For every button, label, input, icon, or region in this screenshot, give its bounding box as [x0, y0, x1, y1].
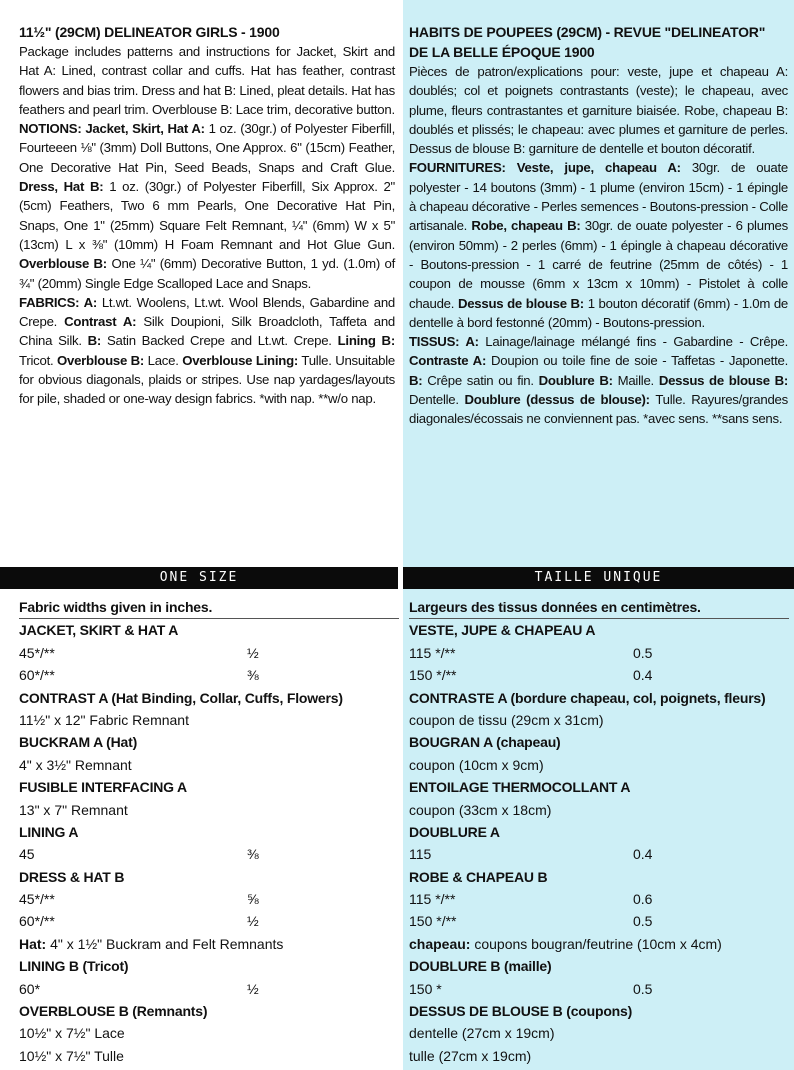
tissus-doublure-dessus-text: Tulle. Rayures/grandes diagonales/écossais ne conviennent pas. *avec sens. **sans sens.	[409, 392, 788, 427]
row-text: coupon (10cm x 9cm)	[409, 756, 544, 773]
row-text: 11½" x 12" Fabric Remnant	[19, 711, 189, 728]
english-yardage-table	[19, 596, 399, 1067]
table-row	[409, 843, 789, 865]
table-row	[19, 754, 399, 776]
notions-label: NOTIONS:	[19, 121, 82, 137]
table-row	[409, 1045, 789, 1067]
row-text: 45*/**	[19, 891, 55, 908]
notions-overblouse-label: Overblouse B:	[19, 256, 107, 272]
table-section-heading	[409, 776, 789, 798]
table-row	[19, 1045, 399, 1067]
row-text: coupon (33cm x 18cm)	[409, 801, 552, 818]
table-row	[19, 664, 399, 686]
row-text: 150 *	[409, 980, 442, 997]
table-section-heading	[409, 821, 789, 843]
table-section-heading	[19, 618, 399, 641]
row-yardage-value: 0.5	[633, 913, 653, 930]
row-text: 150 */**	[409, 667, 457, 684]
english-notions	[19, 119, 395, 293]
table-section-heading	[19, 821, 399, 843]
row-yardage-value: ⅝	[247, 891, 259, 908]
row-text: LINING B (Tricot)	[19, 958, 129, 975]
row-text: 60*/**	[19, 667, 55, 684]
notions-dress-text: 1 oz. (30gr.) of Polyester Fiberfill, Six Approx. 2" (5cm) Feathers, Two 6 mm Pearls, One Decorative Hat Pin, Snaps, One 1" (25mm) Square Felt Remnant, ¼" (6mm) W x 5" (13cm) L x ⅜" (10mm) H Foam Remnant and Hot Glue Gun.	[19, 179, 395, 252]
tissus-contraste-label: Contraste A:	[409, 353, 487, 369]
row-text: DOUBLURE A	[409, 823, 500, 840]
row-text: dentelle (27cm x 19cm)	[409, 1025, 555, 1042]
row-text: ROBE & CHAPEAU B	[409, 868, 548, 885]
row-text: FUSIBLE INTERFACING A	[19, 779, 187, 796]
table-section-heading	[409, 596, 789, 618]
french-yardage-table	[409, 596, 789, 1067]
table-row	[409, 664, 789, 686]
row-text: Largeurs des tissus données en centimètres.	[409, 599, 701, 615]
fabrics-a-text: Lt.wt. Woolens, Lt.wt. Wool Blends, Gabardine and Crepe.	[19, 294, 395, 330]
table-row	[409, 978, 789, 1000]
row-text: 45*/**	[19, 644, 55, 661]
row-text: tulle (27cm x 19cm)	[409, 1047, 532, 1064]
table-row	[19, 843, 399, 865]
row-text: 115 */**	[409, 891, 456, 908]
table-row	[409, 933, 789, 955]
fournitures-robe-label: Robe, chapeau B:	[471, 218, 581, 234]
tissus-doublure-dessus-label: Doublure (dessus de blouse):	[464, 392, 650, 408]
row-text: DRESS & HAT B	[19, 868, 125, 885]
english-fabrics	[19, 293, 395, 409]
fabrics-b-label: B:	[87, 333, 102, 349]
french-fournitures	[409, 158, 788, 332]
table-row	[19, 933, 399, 955]
table-row	[409, 709, 789, 731]
row-text: OVERBLOUSE B (Remnants)	[19, 1003, 208, 1020]
french-title-line1: HABITS DE POUPEES (29CM) - REVUE "DELINEATOR"	[409, 24, 766, 40]
table-section-heading	[409, 687, 789, 709]
row-text: 10½" x 7½" Lace	[19, 1025, 125, 1042]
table-row	[19, 910, 399, 932]
table-row	[409, 754, 789, 776]
row-yardage-value: 0.4	[633, 667, 653, 684]
row-text: 115 */**	[409, 644, 456, 661]
english-title: 11½" (29CM) DELINEATOR GIRLS - 1900	[19, 24, 280, 40]
table-section-heading	[19, 596, 399, 618]
row-text: JACKET, SKIRT & HAT A	[19, 622, 179, 639]
table-section-heading	[409, 955, 789, 977]
row-yardage-value: 0.4	[633, 846, 653, 863]
fabrics-contrast-text: Silk Doupioni, Silk Broadcloth, Taffeta and China Silk.	[19, 314, 395, 349]
notions-dress-label: Dress, Hat B:	[19, 179, 104, 195]
table-section-heading	[19, 731, 399, 753]
table-row	[409, 888, 789, 910]
row-text: 10½" x 7½" Tulle	[19, 1047, 124, 1064]
fournitures-dessus-label: Dessus de blouse B:	[457, 295, 584, 311]
row-text: DOUBLURE B (maille)	[409, 958, 552, 975]
row-yardage-value: 0.5	[633, 980, 653, 997]
fabrics-lining-text: Tricot.	[19, 352, 54, 368]
tissus-doublure-text: Maille.	[617, 372, 654, 388]
row-text: 60*/**	[19, 913, 55, 930]
tissus-doublure-label: Doublure B:	[538, 372, 613, 388]
row-text: coupon de tissu (29cm x 31cm)	[409, 711, 604, 728]
english-package-text: Package includes patterns and instructions for Jacket, Skirt and Hat A: Lined, contrast collar and cuffs. Hat has feather, contrast flowers and bias trim. Dress and hat B: Lined, pleat details. Hat has feathers and pearl trim. Overblouse B: Lace trim, decorative button.	[19, 44, 395, 117]
table-section-heading	[19, 955, 399, 977]
table-section-heading	[409, 618, 789, 641]
row-yardage-value: ½	[247, 644, 259, 661]
fabrics-contrast-label: Contrast A:	[64, 314, 137, 330]
table-row	[19, 888, 399, 910]
fournitures-dessus-text: 1 bouton décoratif (6mm) - 1.0m de dentelle à bord festonné (20mm) - Boutons-pression.	[409, 295, 788, 330]
french-package-text: Pièces de patron/explications pour: veste, jupe et chapeau A: doublés; col et poignets contrastants (veste); le chapeau, avec plume, fleurs contrastantes et garniture biaisée. Robe, chapeau B: doublés et plissés; le chapeau: avec plumes et garniture de perles. Dessus de blouse B: garniture de dentelle et bouton décoratif.	[409, 64, 788, 157]
tissus-dessus-label: Dessus de blouse B:	[658, 372, 789, 388]
fournitures-label: FOURNITURES: Veste, jupe, chapeau A:	[409, 160, 681, 176]
fabrics-overblouse-text: Lace.	[147, 352, 179, 368]
one-size-header: ONE SIZE	[0, 567, 398, 589]
table-row	[409, 799, 789, 821]
tissus-a-text: Lainage/lainage mélangé fins - Gabardine - Crêpe.	[485, 334, 788, 350]
row-yardage-value: 0.6	[633, 891, 653, 908]
tissus-label: TISSUS: A:	[409, 334, 479, 350]
row-text: CONTRAST A (Hat Binding, Collar, Cuffs, Flowers)	[19, 689, 343, 706]
row-text: 60*	[19, 980, 41, 997]
fabrics-overblouse-lining-text: Tulle. Unsuitable for obvious diagonals, plaids or stripes. Use nap yardages/layouts for pile, shaded or one-way design fabrics. *with nap. **w/o nap.	[19, 352, 396, 407]
row-text: BOUGRAN A (chapeau)	[409, 734, 561, 751]
row-text: 150 */**	[409, 913, 457, 930]
row-text: VESTE, JUPE & CHAPEAU A	[409, 622, 596, 639]
fabrics-overblouse-lining-label: Overblouse Lining:	[182, 352, 299, 368]
notions-jacket-label: Jacket, Skirt, Hat A:	[85, 121, 205, 137]
row-text: BUCKRAM A (Hat)	[19, 734, 138, 751]
row-text: DESSUS DE BLOUSE B (coupons)	[409, 1003, 633, 1020]
fabrics-label: FABRICS: A:	[19, 294, 97, 310]
table-section-heading	[409, 731, 789, 753]
notions-overblouse-text: One ¼" (6mm) Decorative Button, 1 yd. (1.0m) of ¾" (20mm) Single Edge Scalloped Lace and Snaps.	[19, 256, 396, 291]
row-label: Hat:	[19, 935, 47, 952]
row-text: ENTOILAGE THERMOCOLLANT A	[409, 779, 631, 796]
row-yardage-value: ⅜	[247, 667, 259, 684]
table-section-heading	[19, 687, 399, 709]
notions-jacket-text: 1 oz. (30gr.) of Polyester Fiberfill, Fourteeen ⅛" (3mm) Doll Buttons, One Approx. 6" (15cm) Feather, One Decorative Hat Pin, Seed Beads, Snaps and Craft Glue.	[19, 121, 395, 175]
table-row	[19, 642, 399, 664]
french-title-line2: DE LA BELLE ÉPOQUE 1900	[409, 44, 595, 60]
row-text: Fabric widths given in inches.	[19, 599, 213, 615]
fabrics-overblouse-label: Overblouse B:	[56, 352, 145, 368]
row-text: 4" x 3½" Remnant	[19, 756, 132, 773]
table-section-heading	[19, 776, 399, 798]
table-row	[409, 1022, 789, 1044]
row-text: 115	[409, 846, 432, 863]
row-text: LINING A	[19, 823, 79, 840]
french-tissus	[409, 332, 788, 428]
fournitures-a-text: 30gr. de ouate polyester - 14 boutons (3mm) - 1 plume (environ 15cm) - 1 épingle à chapeau décorative - Perles semences - Boutons-pression - Colle artisanale.	[409, 160, 788, 234]
table-row	[19, 978, 399, 1000]
table-section-heading	[409, 1000, 789, 1022]
row-yardage-value: 0.5	[633, 644, 653, 661]
table-section-heading	[19, 866, 399, 888]
taille-unique-header: TAILLE UNIQUE	[403, 567, 794, 589]
row-text: 4" x 1½" Buckram and Felt Remnants	[46, 935, 284, 952]
fabrics-lining-label: Lining B:	[337, 333, 395, 349]
row-yardage-value: ½	[247, 913, 259, 930]
table-row	[19, 709, 399, 731]
tissus-b-label: B:	[409, 372, 423, 388]
row-text: 13" x 7" Remnant	[19, 801, 128, 818]
fabrics-b-text: Satin Backed Crepe and Lt.wt. Crepe.	[106, 333, 332, 349]
row-text: 45	[19, 846, 35, 863]
row-yardage-value: ⅜	[247, 846, 259, 863]
table-section-heading	[409, 866, 789, 888]
table-row	[19, 1022, 399, 1044]
table-row	[409, 642, 789, 664]
table-section-heading	[19, 1000, 399, 1022]
row-text: coupons bougran/feutrine (10cm x 4cm)	[470, 935, 722, 952]
fournitures-robe-text: 30gr. de ouate polyester - 6 plumes (environ 50mm) - 2 perles (6mm) - 1 épingle à chapeau décorative - Boutons-pression - 1 carré de feutrine (25mm de côtés) - 1 coupon de mousse (6mm x 13cm x 10mm) - Pistolet à colle chaude.	[409, 218, 788, 311]
row-label: chapeau:	[409, 935, 471, 952]
row-text: CONTRASTE A (bordure chapeau, col, poignets, fleurs)	[409, 689, 766, 706]
table-row	[19, 799, 399, 821]
tissus-dessus-text: Dentelle.	[409, 392, 459, 408]
table-row	[409, 910, 789, 932]
tissus-b-text: Crêpe satin ou fin.	[427, 372, 534, 388]
tissus-contraste-text: Doupion ou toile fine de soie - Taffetas - Japonette.	[490, 353, 788, 369]
row-yardage-value: ½	[247, 980, 259, 997]
